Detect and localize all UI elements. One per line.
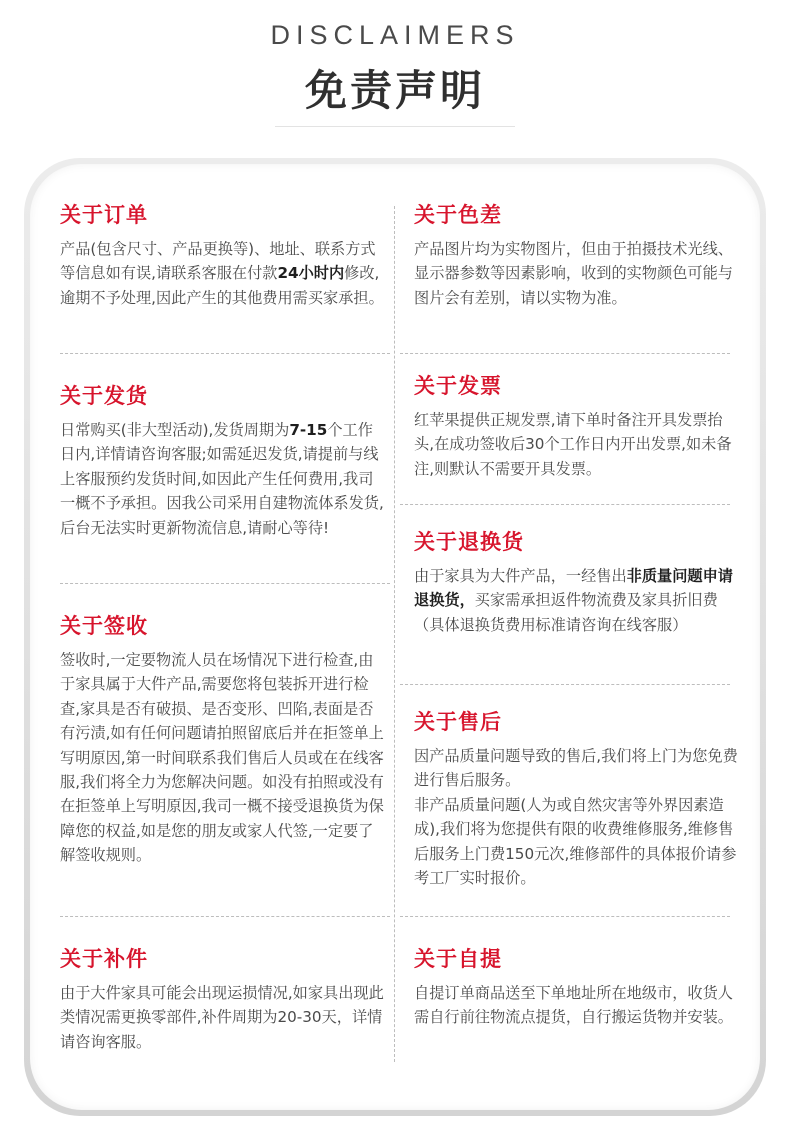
body-text: 买家需承担返件物流费及家具折旧费（具体退换货费用标准请咨询在线客服） xyxy=(414,591,718,634)
section-body xyxy=(414,564,739,637)
row-divider xyxy=(60,583,390,584)
section-title: 关于订单 xyxy=(60,203,148,227)
section-body xyxy=(60,237,385,310)
section-title: 关于发货 xyxy=(60,384,148,408)
section-body: 由于大件家具可能会出现运损情况,如家具出现此类情况需更换零部件,补件周期为20-30天，详情请咨询客服。 xyxy=(60,984,384,1051)
title-divider xyxy=(275,126,515,127)
body-text: 因产品质量问题导致的售后,我们将上门为您免费进行售后服务。 xyxy=(414,747,738,790)
page-title: 免责声明 xyxy=(304,66,485,115)
section-body xyxy=(414,744,739,890)
section-title: 关于补件 xyxy=(60,947,148,971)
section-body xyxy=(60,418,385,540)
row-divider xyxy=(400,916,730,917)
row-divider xyxy=(60,353,390,354)
body-text: 个工作日内,详情请咨询客服;如需延迟发货,请提前与线上客服预约发货时间,如因此产生任何费用,我司一概不予承担。因我公司采用自建物流体系发货,后台无法实时更新物流信息,请耐心等待! xyxy=(60,421,384,537)
section-body: 红苹果提供正规发票,请下单时备注开具发票抬头,在成功签收后30个工作日内开出发票,如未备注,则默认不需要开具发票。 xyxy=(414,411,732,478)
row-divider xyxy=(400,353,730,354)
row-divider xyxy=(60,916,390,917)
body-text: 非产品质量问题(人为或自然灾害等外界因素造成),我们将为您提供有限的收费维修服务,维修售后服务上门费150元次,维修部件的具体报价请参考工厂实时报价。 xyxy=(414,795,737,888)
body-text: 由于家具为大件产品，一经售出 xyxy=(414,567,627,585)
page-header xyxy=(0,0,790,150)
section-color xyxy=(414,201,739,310)
body-emphasis: 非质量问题申请退换货， xyxy=(414,567,733,610)
section-title: 关于退换货 xyxy=(414,530,524,554)
section-returns xyxy=(414,528,739,637)
section-body: 自提订单商品送至下单地址所在地级市，收货人需自行前往物流点提货，自行搬运货物并安装。 xyxy=(414,984,733,1027)
body-text: 日常购买(非大型活动),发货周期为 xyxy=(60,421,290,439)
body-emphasis: 24小时内 xyxy=(277,264,345,283)
section-title: 关于自提 xyxy=(414,947,502,971)
body-text: 产品(包含尺寸、产品更换等)、地址、联系方式等信息如有误,请联系客服在付款 xyxy=(60,240,376,283)
section-title: 关于发票 xyxy=(414,374,502,398)
section-shipping xyxy=(60,382,385,540)
body-emphasis: 7-15 xyxy=(289,421,328,439)
section-order xyxy=(60,201,385,310)
section-title: 关于售后 xyxy=(414,710,502,734)
english-title: DISCLAIMERS xyxy=(270,20,520,50)
column-divider xyxy=(394,206,395,1062)
row-divider xyxy=(400,684,730,685)
section-signing xyxy=(60,612,385,868)
section-body: 产品图片均为实物图片，但由于拍摄技术光线、显示器参数等因素影响，收到的实物颜色可能与图片会有差别，请以实物为准。 xyxy=(414,240,733,307)
body-text: 修改,逾期不予处理,因此产生的其他费用需买家承担。 xyxy=(60,264,384,307)
section-parts xyxy=(60,945,385,1054)
section-body: 签收时,一定要物流人员在场情况下进行检查,由于家具属于大件产品,需要您将包装拆开进行检查,家具是否有破损、是否变形、凹陷,表面是否有污渍,如有任何问题请拍照留底后并在拒签单上写明原因,第一时间联系我们售后人员或在在线客服,我们将全力为您解决问题。如没有拍照或没有在拒签单上写明原因,我司一概不接受退换货为保障您的权益,如是您的朋友或家人代签,一定要了解签收规则。 xyxy=(60,651,384,865)
section-title: 关于色差 xyxy=(414,203,502,227)
section-invoice xyxy=(414,372,739,481)
section-pickup xyxy=(414,945,739,1030)
section-aftersales xyxy=(414,708,739,890)
section-title: 关于签收 xyxy=(60,614,148,638)
row-divider xyxy=(400,504,730,505)
